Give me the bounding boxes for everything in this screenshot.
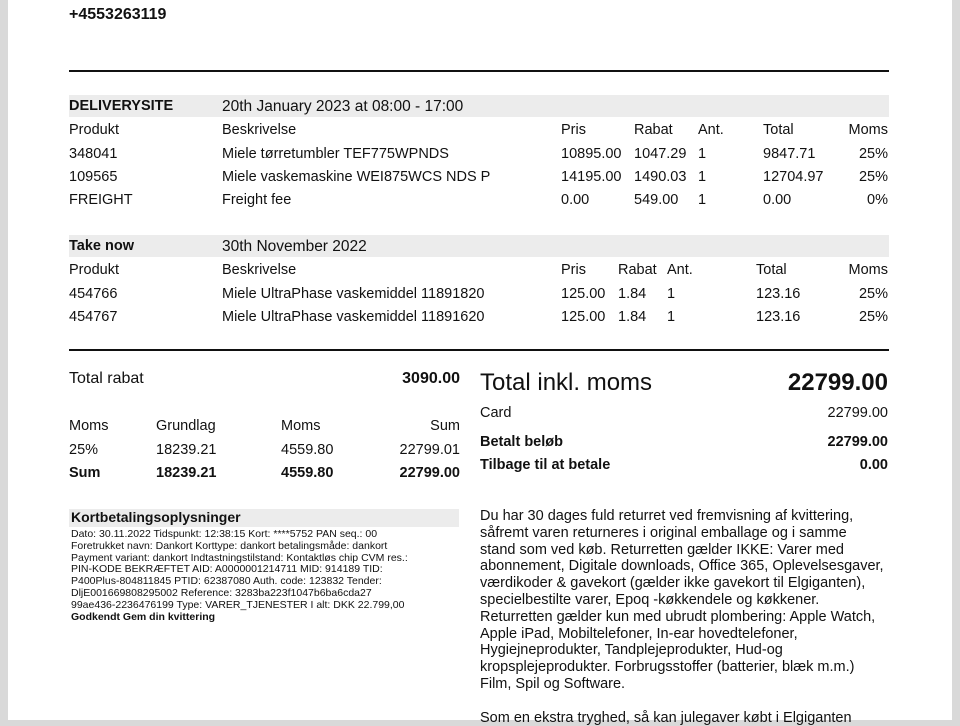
moms-row-sum: 22799.01: [399, 442, 460, 458]
moms-row-moms: 4559.80: [281, 442, 334, 458]
table-row-produkt: FREIGHT: [69, 192, 133, 208]
col-produkt: Produkt: [69, 122, 119, 138]
col-produkt: Produkt: [69, 262, 119, 278]
moms-col-grundlag: Grundlag: [156, 418, 216, 434]
table-row-total: 0.00: [763, 192, 792, 208]
col-ant: Ant.: [667, 262, 693, 278]
takenow-date: 30th November 2022: [222, 238, 367, 255]
col-beskrivelse: Beskrivelse: [222, 262, 297, 278]
delivery-header-band: [69, 95, 889, 117]
total-rabat-value: 3090.00: [402, 370, 460, 387]
sum-row-sum: 22799.00: [399, 465, 460, 481]
terms-line: såfremt varen returneres i original emballage og i samme: [480, 524, 847, 541]
terms-line: stand som ved køb. Returretten gælder IKKE: Varer med: [480, 541, 845, 558]
terms-line: kropsplejeprodukter. Forbrugsstoffer (batterier, blæk m.m.): [480, 659, 855, 676]
terms-line: specielbestilte varer, Epoq -køkkendele og køkkener.: [480, 591, 820, 608]
table-row-produkt: 348041: [69, 146, 118, 162]
card-info-title: Kortbetalingsoplysninger: [69, 509, 459, 527]
card-info-line: Godkendt Gem din kvittering: [71, 610, 216, 623]
terms-line: værdikoder & gavekort (gælder ikke gavekort til Elgiganten),: [480, 575, 866, 592]
table-row-rabat: 549.00: [634, 192, 679, 208]
total-inkl-moms-label: Total inkl. moms: [480, 369, 653, 396]
delivery-date: 20th January 2023 at 08:00 - 17:00: [222, 98, 464, 115]
card-info-block: [71, 529, 461, 623]
back-value: 0.00: [859, 457, 888, 473]
total-rabat-label: Total rabat: [69, 370, 144, 387]
sum-row-label: Sum: [69, 465, 101, 481]
table-row-rabat: 1.84: [618, 309, 647, 325]
col-moms: Moms: [848, 262, 888, 278]
table-row-beskrivelse: Miele tørretumbler TEF775WPNDS: [222, 146, 449, 162]
terms-line: abonnement, Digitale downloads, Office 365, Oplevelsesgaver,: [480, 558, 884, 575]
receipt-page: [8, 0, 952, 726]
card-info-line: P400Plus-804811845 PTID: 62387080 Auth. code: 123832 Tender:: [71, 575, 382, 588]
col-beskrivelse: Beskrivelse: [222, 122, 297, 138]
moms-row-grundlag: 18239.21: [156, 442, 217, 458]
table-row-beskrivelse: Miele vaskemaskine WEI875WCS NDS P: [222, 169, 491, 185]
terms-line: [480, 693, 900, 710]
return-policy-text: [480, 508, 900, 726]
table-row-produkt: 109565: [69, 169, 118, 185]
table-row-pris: 125.00: [561, 309, 606, 325]
terms-line: Apple iPad, Mobiltelefoner, In-ear hovedtelefoner,: [480, 625, 798, 642]
table-row-moms: 25%: [858, 286, 888, 302]
card-info-line: DljE001669808295002 Reference: 3283ba223f1047b6ba6cda27: [71, 586, 372, 599]
table-row-produkt: 454766: [69, 286, 118, 302]
table-row-moms: 25%: [858, 309, 888, 325]
takenow-header-band: [69, 235, 889, 257]
table-row-rabat: 1490.03: [634, 169, 687, 185]
col-ant: Ant.: [698, 122, 724, 138]
terms-line: Du har 30 dages fuld returret ved fremvisning af kvittering,: [480, 508, 854, 524]
table-row-pris: 0.00: [561, 192, 590, 208]
table-row-moms: 25%: [858, 146, 888, 162]
back-label: Tilbage til at betale: [480, 457, 611, 473]
table-row-beskrivelse: Miele UltraPhase vaskemiddel 11891820: [222, 286, 485, 302]
table-row-total: 123.16: [756, 286, 801, 302]
table-row-beskrivelse: Miele UltraPhase vaskemiddel 11891620: [222, 309, 485, 325]
sum-row-moms: 4559.80: [281, 465, 334, 481]
moms-col-moms: Moms: [69, 418, 109, 434]
table-row-moms: 25%: [858, 169, 888, 185]
card-info-line: 99ae436-2236476199 Type: VARER_TJENESTER I alt: DKK 22.799,00: [71, 598, 405, 611]
divider-totals: [69, 349, 889, 351]
col-pris: Pris: [561, 262, 586, 278]
table-row-beskrivelse: Freight fee: [222, 192, 292, 208]
total-inkl-moms-value: 22799.00: [787, 369, 888, 396]
paid-label: Betalt beløb: [480, 434, 563, 450]
moms-row-rate: 25%: [69, 442, 99, 458]
col-rabat: Rabat: [618, 262, 657, 278]
table-row-ant: 1: [667, 309, 676, 325]
terms-line: Returretten gælder kun med ubrudt plombering: Apple Watch,: [480, 608, 876, 625]
terms-line: Hygiejneprodukter, Tandplejeprodukter, Hud-og: [480, 642, 783, 659]
table-row-pris: 10895.00: [561, 146, 622, 162]
col-moms: Moms: [848, 122, 888, 138]
table-row-total: 123.16: [756, 309, 801, 325]
card-value: 22799.00: [827, 405, 888, 421]
table-row-rabat: 1047.29: [634, 146, 687, 162]
table-row-total: 9847.71: [763, 146, 816, 162]
col-total: Total: [763, 122, 794, 138]
table-row-produkt: 454767: [69, 309, 118, 325]
col-pris: Pris: [561, 122, 586, 138]
table-row-pris: 125.00: [561, 286, 606, 302]
takenow-title: Take now: [69, 238, 134, 254]
paid-value: 22799.00: [827, 434, 888, 450]
customer-phone: +4553263119: [69, 6, 167, 23]
table-row-total: 12704.97: [763, 169, 824, 185]
table-row-ant: 1: [667, 286, 676, 302]
sum-row-grundlag: 18239.21: [156, 465, 217, 481]
table-row-ant: 1: [698, 169, 707, 185]
table-row-rabat: 1.84: [618, 286, 647, 302]
card-info-line: Payment variant: dankort Indtastningstilstand: Kontaktløs chip CVM res.:: [71, 551, 408, 564]
divider-top: [69, 70, 889, 72]
table-row-moms: 0%: [867, 192, 888, 208]
card-label: Card: [480, 405, 512, 421]
terms-line: Som en ekstra tryghed, så kan julegaver købt i Elgiganten: [480, 709, 852, 726]
delivery-title: DELIVERYSITE: [69, 98, 174, 114]
col-total: Total: [756, 262, 787, 278]
terms-line: Film, Spil og Software.: [480, 675, 626, 692]
card-info-line: PIN-KODE BEKRÆFTET AID: A0000001214711 MID: 914189 TID:: [71, 563, 383, 576]
moms-col-sum: Sum: [430, 418, 460, 434]
table-row-ant: 1: [698, 146, 707, 162]
card-info-line: Foretrukket navn: Dankort Korttype: dankort betalingsmåde: dankort: [71, 539, 388, 552]
table-row-ant: 1: [698, 192, 707, 208]
col-rabat: Rabat: [634, 122, 673, 138]
card-info-line: Dato: 30.11.2022 Tidspunkt: 12:38:15 Kort: ****5752 PAN seq.: 00: [71, 528, 378, 540]
table-row-pris: 14195.00: [561, 169, 622, 185]
moms-col-moms2: Moms: [281, 418, 321, 434]
